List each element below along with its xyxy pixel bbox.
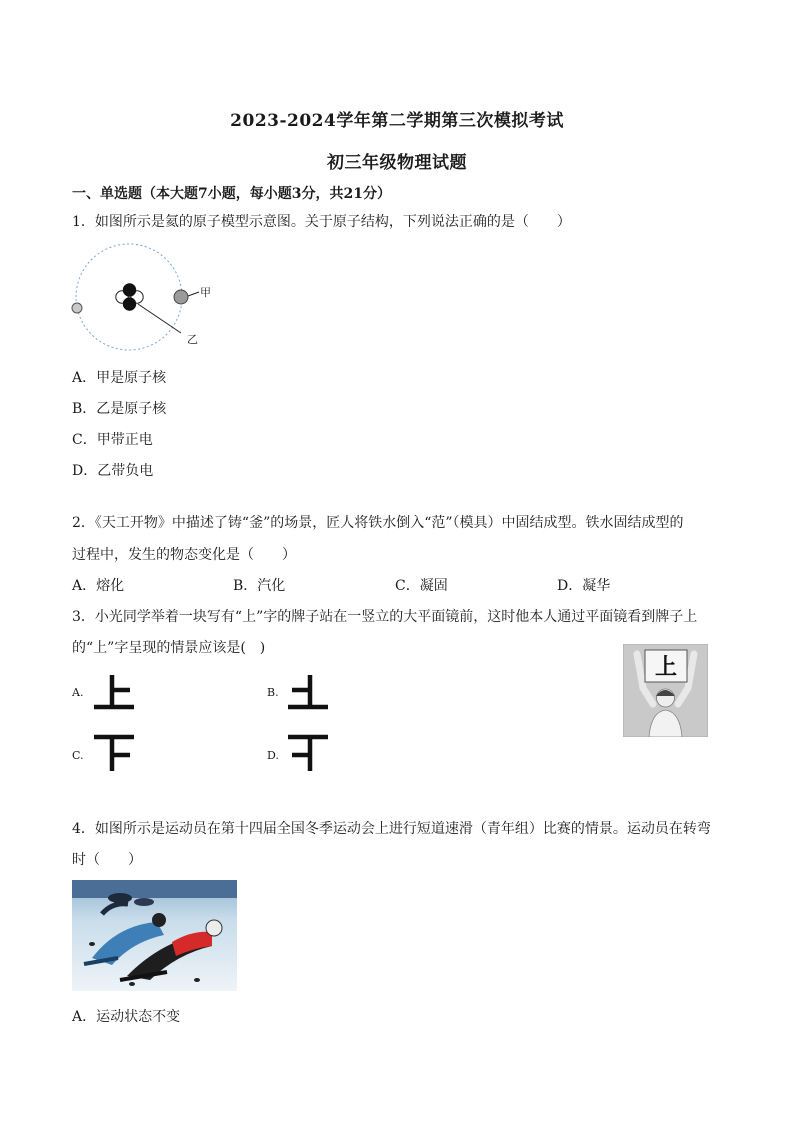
question-2-stem-line1: 2．《天工开物》中描述了铸“釜”的场景，匠人将铁水倒入“范”（模具）中固结成型。铁水固结成型的: [72, 515, 684, 531]
shang-mirrored-icon: [288, 675, 328, 707]
helium-atom-figure: [66, 240, 226, 355]
nucleus-particle-black-bottom: [123, 298, 135, 310]
section-heading: 一、单选题（本大题7小题，每小题3分，共21分）: [72, 186, 391, 202]
question-3-option-b-label[interactable]: B.: [267, 686, 279, 699]
question-2-stem-line2: 过程中，发生的物态变化是（ ）: [72, 547, 296, 563]
question-3-option-c-glyph[interactable]: [92, 733, 136, 775]
label-line-jia: [188, 292, 199, 296]
question-1-option-c[interactable]: C．甲带正电: [72, 432, 153, 448]
question-2-option-b[interactable]: B．汽化: [233, 578, 286, 594]
question-3-option-d-label[interactable]: D.: [267, 749, 279, 762]
question-1-option-a[interactable]: A．甲是原子核: [72, 370, 167, 386]
shang-upright-icon: [94, 675, 134, 707]
question-1-option-d[interactable]: D．乙带负电: [72, 463, 154, 479]
person-holding-sign-photo: [623, 644, 708, 737]
electron-orbit: [76, 244, 182, 350]
question-3-option-a-label[interactable]: A.: [72, 686, 84, 699]
question-3-stem-line2: 的“上”字呈现的情景应该是( ): [72, 640, 266, 656]
label-jia: 甲: [200, 286, 211, 299]
shang-flipped-icon: [94, 737, 134, 771]
question-3-option-d-glyph[interactable]: [286, 733, 330, 775]
exam-subtitle: 初三年级物理试题: [327, 153, 467, 173]
question-2-option-d[interactable]: D．凝华: [557, 578, 611, 594]
question-1-stem: 1．如图所示是氦的原子模型示意图。关于原子结构，下列说法正确的是（ ）: [72, 214, 571, 230]
question-4-stem-line1: 4．如图所示是运动员在第十四届全国冬季运动会上进行短道速滑（青年组）比赛的情景。运动员在转弯: [72, 821, 711, 837]
question-4-stem-line2: 时（ ）: [72, 852, 142, 868]
question-3-stem-line1: 3．小光同学举着一块写有“上”字的牌子站在一竖立的大平面镜前，这时他本人通过平面镜看到牌子上: [72, 609, 698, 625]
question-3-option-c-label[interactable]: C.: [72, 749, 84, 762]
exam-title: 2023-2024学年第二学期第三次模拟考试: [230, 111, 564, 131]
nucleus-particle-black-top: [123, 284, 135, 296]
shang-rotated-icon: [288, 737, 328, 771]
electron-right: [174, 290, 188, 304]
question-1-option-b[interactable]: B．乙是原子核: [72, 401, 167, 417]
sign-char: 上: [654, 655, 678, 680]
question-2-option-c[interactable]: C．凝固: [395, 578, 448, 594]
speed-skating-photo: [72, 880, 237, 991]
label-yi: 乙: [187, 333, 198, 346]
question-3-option-b-glyph[interactable]: [286, 672, 330, 714]
electron-left: [72, 303, 82, 313]
question-4-option-a[interactable]: A．运动状态不变: [72, 1009, 181, 1025]
question-3-option-a-glyph[interactable]: [92, 672, 136, 714]
question-2-option-a[interactable]: A．熔化: [72, 578, 125, 594]
label-line-yi: [138, 304, 181, 333]
